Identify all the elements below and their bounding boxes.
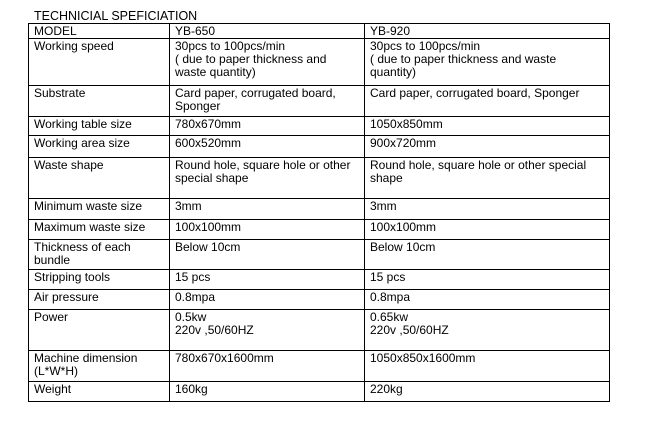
yb650-value: 780x670mm — [170, 117, 365, 136]
row-label: Working speed — [29, 39, 170, 86]
yb650-value: 15 pcs — [170, 270, 365, 290]
table-row — [29, 270, 610, 290]
yb650-value: 600x520mm — [170, 136, 365, 158]
yb920-value: Below 10cm — [365, 240, 610, 270]
header-cell-yb920: YB-920 — [365, 24, 610, 39]
yb920-value: 1050x850mm — [365, 117, 610, 136]
row-label: Air pressure — [29, 290, 170, 310]
yb650-value: Below 10cm — [170, 240, 365, 270]
table-row — [29, 199, 610, 220]
yb920-value: Card paper, corrugated board, Sponger — [365, 86, 610, 117]
yb650-value: 3mm — [170, 199, 365, 220]
row-label: Machine dimension (L*W*H) — [29, 351, 170, 382]
table-row — [29, 136, 610, 158]
yb650-value: 0.8mpa — [170, 290, 365, 310]
yb920-value: 30pcs to 100pcs/min ( due to paper thickness and waste quantity) — [365, 39, 610, 86]
row-label: Working area size — [29, 136, 170, 158]
yb920-value: 1050x850x1600mm — [365, 351, 610, 382]
row-label: Working table size — [29, 117, 170, 136]
yb650-value: 0.5kw 220v ,50/60HZ — [170, 310, 365, 351]
yb920-value: 0.8mpa — [365, 290, 610, 310]
yb920-value: 0.65kw 220v ,50/60HZ — [365, 310, 610, 351]
header-cell-model: MODEL — [29, 24, 170, 39]
spec-table — [28, 23, 610, 402]
yb920-value: 900x720mm — [365, 136, 610, 158]
table-row — [29, 240, 610, 270]
header-cell-yb650: YB-650 — [170, 24, 365, 39]
table-header-row — [29, 24, 610, 39]
yb650-value: 100x100mm — [170, 220, 365, 240]
table-row — [29, 39, 610, 86]
table-row — [29, 117, 610, 136]
row-label: Maximum waste size — [29, 220, 170, 240]
yb650-value: Card paper, corrugated board, Sponger — [170, 86, 365, 117]
yb650-value: Round hole, square hole or other special shape — [170, 158, 365, 199]
row-label: Waste shape — [29, 158, 170, 199]
row-label: Stripping tools — [29, 270, 170, 290]
row-label: Thickness of each bundle — [29, 240, 170, 270]
yb920-value: 100x100mm — [365, 220, 610, 240]
yb920-value: 220kg — [365, 382, 610, 402]
yb920-value: 3mm — [365, 199, 610, 220]
yb920-value: Round hole, square hole or other special shape — [365, 158, 610, 199]
table-row — [29, 310, 610, 351]
yb920-value: 15 pcs — [365, 270, 610, 290]
yb650-value: 160kg — [170, 382, 365, 402]
row-label: Weight — [29, 382, 170, 402]
row-label: Substrate — [29, 86, 170, 117]
yb650-value: 780x670x1600mm — [170, 351, 365, 382]
table-row — [29, 351, 610, 382]
table-row — [29, 220, 610, 240]
table-row — [29, 290, 610, 310]
row-label: Power — [29, 310, 170, 351]
table-row — [29, 158, 610, 199]
table-row — [29, 86, 610, 117]
yb650-value: 30pcs to 100pcs/min ( due to paper thickness and waste quantity) — [170, 39, 365, 86]
row-label: Minimum waste size — [29, 199, 170, 220]
table-row — [29, 382, 610, 402]
document-title: TECHNICIAL SPEFICIATION — [34, 9, 198, 23]
